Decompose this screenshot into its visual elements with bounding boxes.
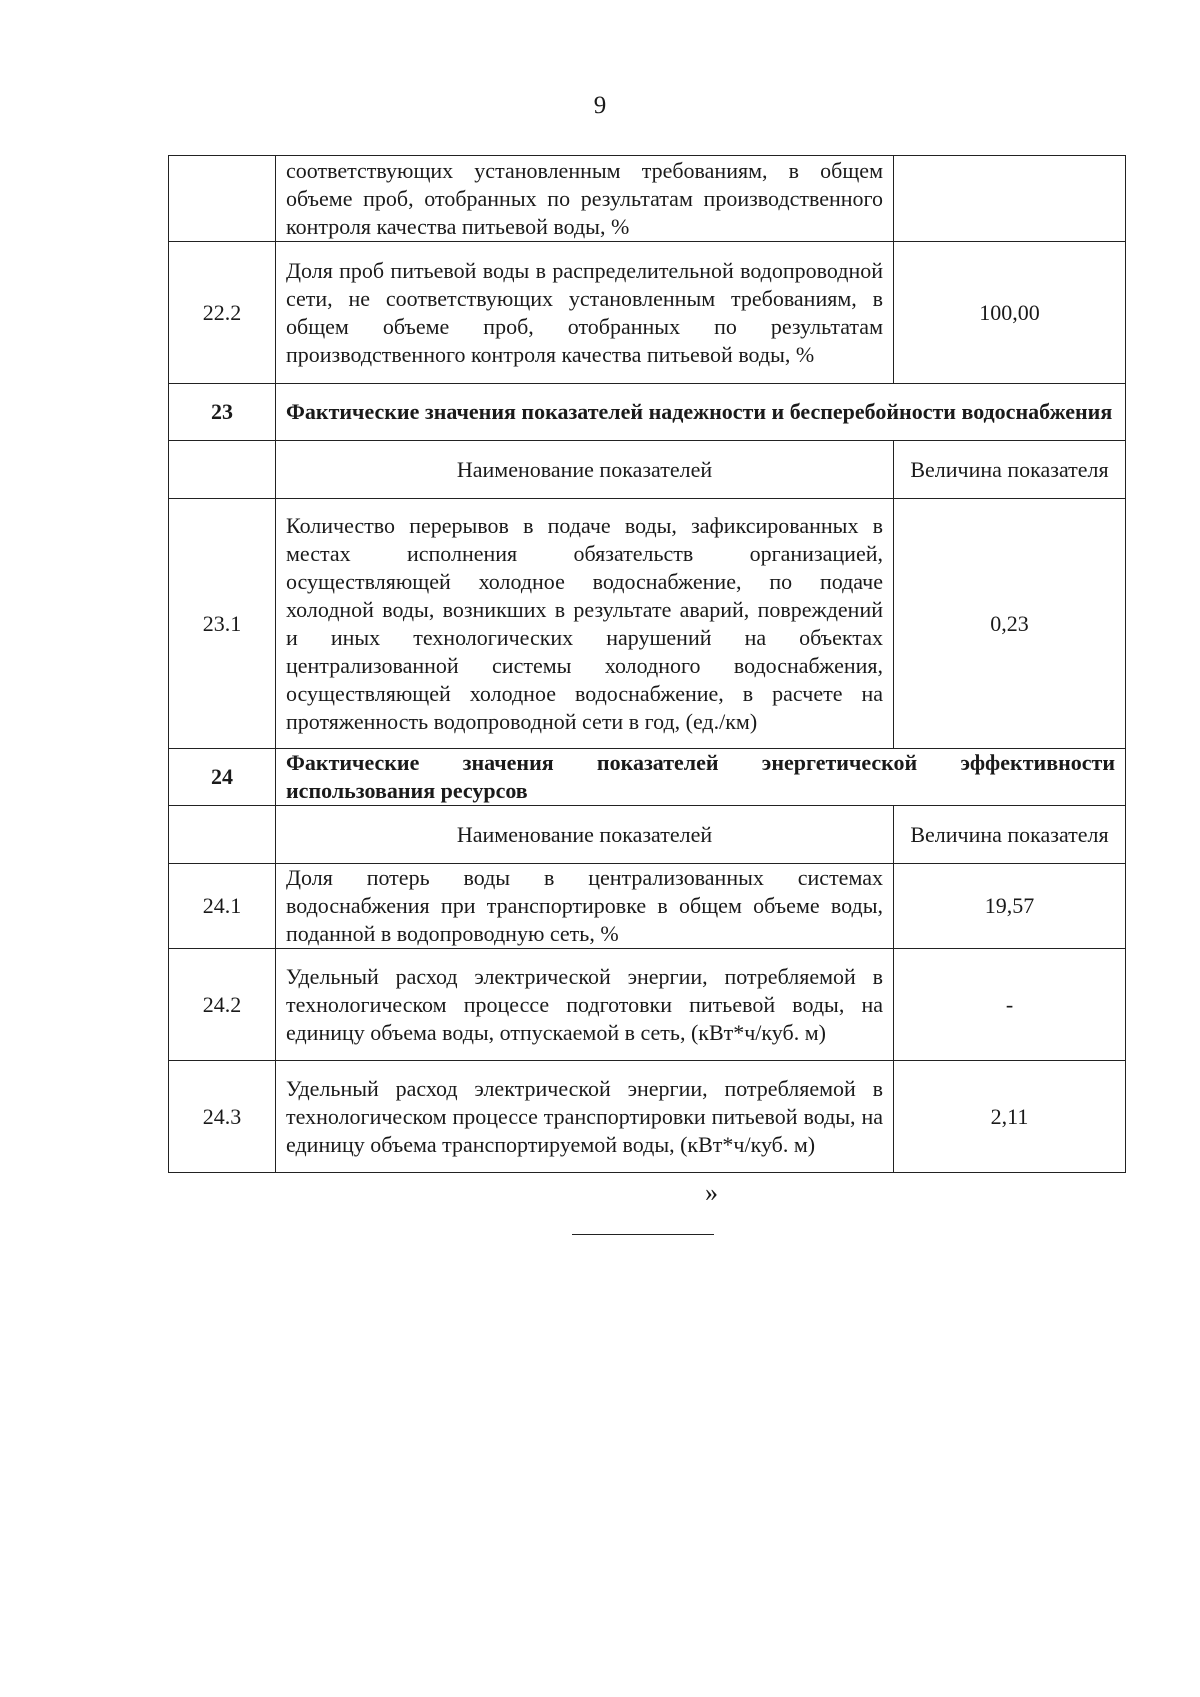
column-header-name: Наименование показателей (276, 441, 894, 499)
row-number: 22.2 (169, 242, 276, 384)
column-header-name: Наименование показателей (276, 806, 894, 864)
section-title: Фактические значения показателей энергетической эффективности использования ресурсов (276, 749, 1126, 806)
closing-quote: » (705, 1178, 718, 1207)
indicator-name: Количество перерывов в подаче воды, зафиксированных в местах исполнения обязательств организацией, осуществляющей холодное водоснабжение, по подаче холодной воды, возникших в результате аварий, повреждений и иных технологических нарушений на объектах централизованной системы холодного водоснабжения, осуществляющей холодное водоснабжение, в расчете на протяженность водопроводной сети в год, (ед./км) (276, 499, 894, 749)
table-row (169, 949, 1126, 1061)
section-number: 24 (169, 749, 276, 806)
indicator-value: 19,57 (894, 864, 1126, 949)
indicator-name: соответствующих установленным требованиям, в общем объеме проб, отобранных по результатам производственного контроля качества питьевой воды, % (276, 156, 894, 242)
section-row (169, 749, 1126, 806)
row-number: 23.1 (169, 499, 276, 749)
row-number: 24.1 (169, 864, 276, 949)
indicator-value (894, 156, 1126, 242)
row-number: 24.3 (169, 1061, 276, 1173)
indicator-value: 2,11 (894, 1061, 1126, 1173)
section-title: Фактические значения показателей надежности и бесперебойности водоснабжения (276, 384, 1126, 441)
column-header-value: Величина показателя (894, 441, 1126, 499)
table-row (169, 242, 1126, 384)
table-row (169, 1061, 1126, 1173)
section-row (169, 384, 1126, 441)
indicator-value: - (894, 949, 1126, 1061)
end-rule (572, 1234, 714, 1235)
indicators-table (168, 155, 1126, 1173)
header-blank-cell (169, 441, 276, 499)
table-row (169, 864, 1126, 949)
indicator-name: Удельный расход электрической энергии, потребляемой в технологическом процессе подготовки питьевой воды, на единицу объема воды, отпускаемой в сеть, (кВт*ч/куб. м) (276, 949, 894, 1061)
indicator-name: Доля проб питьевой воды в распределительной водопроводной сети, не соответствующих установленным требованиям, в общем объеме проб, отобранных по результатам производственного контроля качества питьевой воды, % (276, 242, 894, 384)
header-blank-cell (169, 806, 276, 864)
row-number: 24.2 (169, 949, 276, 1061)
indicator-name: Удельный расход электрической энергии, потребляемой в технологическом процессе транспортировки питьевой воды, на единицу объема транспортируемой воды, (кВт*ч/куб. м) (276, 1061, 894, 1173)
indicator-value: 100,00 (894, 242, 1126, 384)
column-header-value: Величина показателя (894, 806, 1126, 864)
table-row (169, 499, 1126, 749)
table-row (169, 156, 1126, 242)
column-header-row (169, 806, 1126, 864)
section-number: 23 (169, 384, 276, 441)
indicator-value: 0,23 (894, 499, 1126, 749)
page-number: 9 (593, 92, 607, 119)
indicator-name: Доля потерь воды в централизованных системах водоснабжения при транспортировке в общем объеме воды, поданной в водопроводную сеть, % (276, 864, 894, 949)
row-number (169, 156, 276, 242)
column-header-row (169, 441, 1126, 499)
